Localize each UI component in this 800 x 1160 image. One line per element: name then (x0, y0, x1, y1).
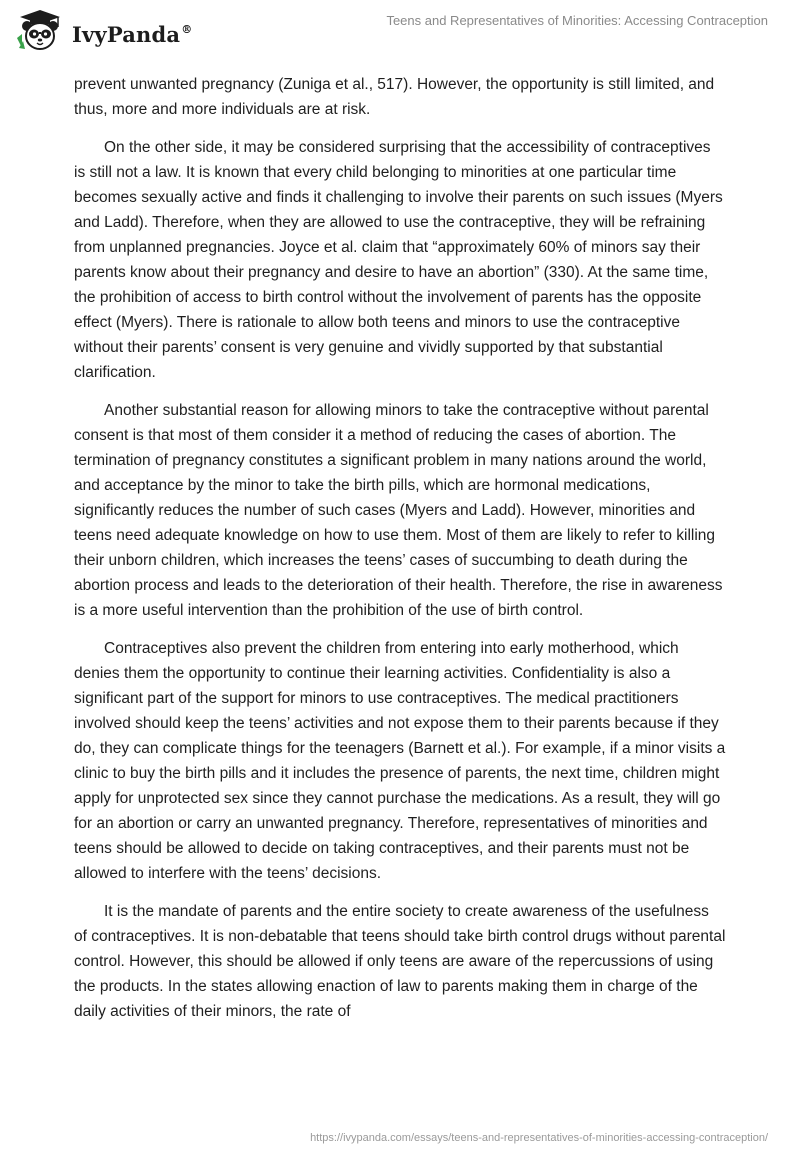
essay-paragraph: It is the mandate of parents and the entire society to create awareness of the usefulness of contraceptives. It is non-debatable that teens should take birth control drugs without parental control. However, this should be allowed if only teens are aware of the repercussions of using the products. In the states allowing enaction of law to parents making them in charge of the daily activities of their minors, the rate of (74, 903, 726, 1020)
essay-body (74, 72, 726, 1037)
panda-graduate-icon (14, 8, 66, 54)
document-title: Teens and Representatives of Minorities: Accessing Contraception (386, 13, 768, 28)
source-url[interactable]: https://ivypanda.com/essays/teens-and-representatives-of-minorities-accessing-contraception/ (310, 1132, 768, 1144)
brand-name: IvyPanda® (72, 21, 193, 47)
ivypanda-logo[interactable] (14, 8, 192, 54)
essay-paragraph: On the other side, it may be considered surprising that the accessibility of contraceptives is still not a law. It is known that every child belonging to minorities at one particular time becomes sexually active and finds it challenging to involve their parents on such issues (Myers and Ladd). Therefore, when they are allowed to use the contraceptive, they will be refraining from unplanned pregnancies. Joyce et al. claim that “approximately 60% of minors say their parents know about their pregnancy and desire to have an abortion” (330). At the same time, the prohibition of access to birth control without the involvement of parents has the opposite effect (Myers). There is rationale to allow both teens and minors to use the contraceptive without their parents’ consent is very genuine and vividly supported by that substantial clarification. (74, 139, 723, 381)
essay-paragraph: Another substantial reason for allowing minors to take the contraceptive without parental consent is that most of them consider it a method of reducing the cases of abortion. The termination of pregnancy constitutes a significant problem in many nations around the world, and acceptance by the minor to take the birth pills, which are hormonal medications, significantly reduces the number of such cases (Myers and Ladd). However, minorities and teens need adequate knowledge on how to use them. Most of them are likely to refer to killing their unborn children, which increases the teens’ cases of succumbing to death during the abortion process and leads to the deterioration of their health. Therefore, the rise in awareness is a more useful intervention than the prohibition of the use of birth control. (74, 402, 723, 619)
page-header (0, 0, 800, 62)
essay-paragraph: prevent unwanted pregnancy (Zuniga et al., 517). However, the opportunity is still limited, and thus, more and more individuals are at risk. (74, 76, 715, 118)
essay-paragraph: Contraceptives also prevent the children from entering into early motherhood, which denies them the opportunity to continue their learning activities. Confidentiality is also a significant part of the support for minors to use contraceptives. The medical practitioners involved should keep the teens’ activities and not expose them to their parents because if they do, they can complicate things for the teenagers (Barnett et al.). For example, if a minor visits a clinic to buy the birth pills and it includes the presence of parents, the next time, children might apply for unprotected sex since they cannot purchase the medications. As a result, they will go for an abortion or carry an unwanted pregnancy. Therefore, representatives of minorities and teens should be allowed to decide on taking contraceptives, and their parents must not be allowed to interfere with the teens’ decisions. (74, 640, 726, 882)
